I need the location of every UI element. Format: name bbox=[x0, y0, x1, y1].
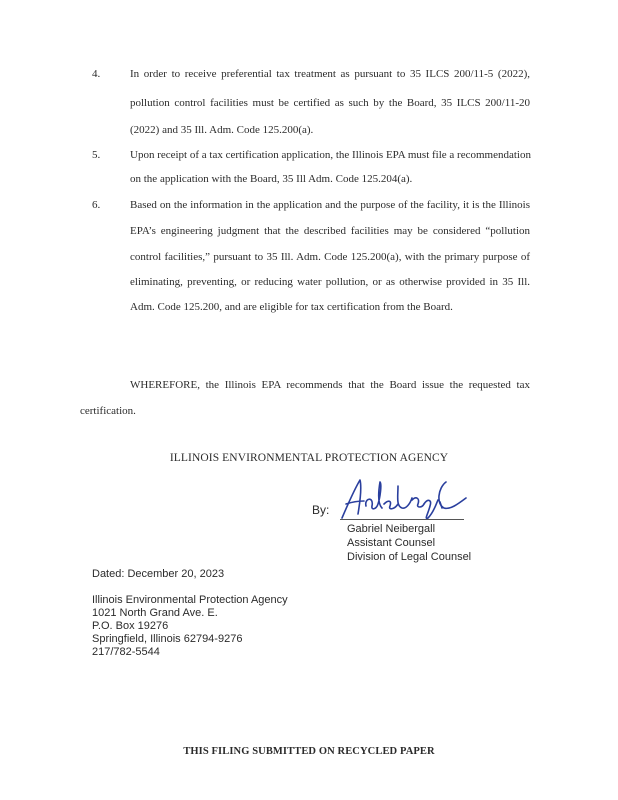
paragraph-line: Upon receipt of a tax certification application, the Illinois EPA must file a recommendation bbox=[130, 149, 531, 161]
paragraph-number: 6. bbox=[92, 199, 101, 211]
paragraph-line: pollution control facilities must be certified as such by the Board, 35 ILCS 200/11-20 bbox=[130, 97, 530, 109]
paragraph-line: control facilities,” pursuant to 35 Ill. Adm. Code 125.200(a), with the primary purpose of bbox=[130, 251, 530, 263]
paragraph-line: eliminating, preventing, or reducing water pollution, or as otherwise provided in 35 Ill. bbox=[130, 276, 530, 288]
address-line: 217/782-5544 bbox=[92, 646, 160, 658]
signature-line bbox=[340, 519, 464, 520]
paragraph-number: 5. bbox=[92, 149, 101, 161]
by-label: By: bbox=[312, 503, 330, 517]
agency-heading: ILLINOIS ENVIRONMENTAL PROTECTION AGENCY bbox=[169, 452, 449, 464]
signer-title: Assistant Counsel bbox=[347, 537, 436, 549]
paragraph-line: EPA’s engineering judgment that the described facilities may be considered “pollution bbox=[130, 225, 530, 237]
handwritten-signature bbox=[336, 474, 472, 524]
address-line: P.O. Box 19276 bbox=[92, 620, 169, 632]
paragraph-line: In order to receive preferential tax treatment as pursuant to 35 ILCS 200/11-5 (2022), bbox=[130, 68, 530, 80]
address-line: 1021 North Grand Ave. E. bbox=[92, 607, 218, 619]
paragraph-line: on the application with the Board, 35 Ill Adm. Code 125.204(a). bbox=[130, 173, 413, 185]
address-line: Springfield, Illinois 62794-9276 bbox=[92, 633, 243, 645]
date-line: Dated: December 20, 2023 bbox=[92, 568, 225, 580]
recycled-paper-footer: THIS FILING SUBMITTED ON RECYCLED PAPER bbox=[183, 746, 435, 757]
signer-name: Gabriel Neibergall bbox=[347, 523, 436, 535]
signer-division: Division of Legal Counsel bbox=[347, 551, 472, 563]
paragraph-line: Adm. Code 125.200, and are eligible for tax certification from the Board. bbox=[130, 301, 453, 313]
wherefore-line: certification. bbox=[80, 405, 136, 417]
wherefore-line: WHEREFORE, the Illinois EPA recommends that the Board issue the requested tax bbox=[130, 379, 530, 391]
paragraph-line: (2022) and 35 Ill. Adm. Code 125.200(a). bbox=[130, 124, 314, 136]
paragraph-number: 4. bbox=[92, 68, 101, 80]
paragraph-line: Based on the information in the application and the purpose of the facility, it is the Illinois bbox=[130, 199, 530, 211]
address-line: Illinois Environmental Protection Agency bbox=[92, 594, 288, 606]
